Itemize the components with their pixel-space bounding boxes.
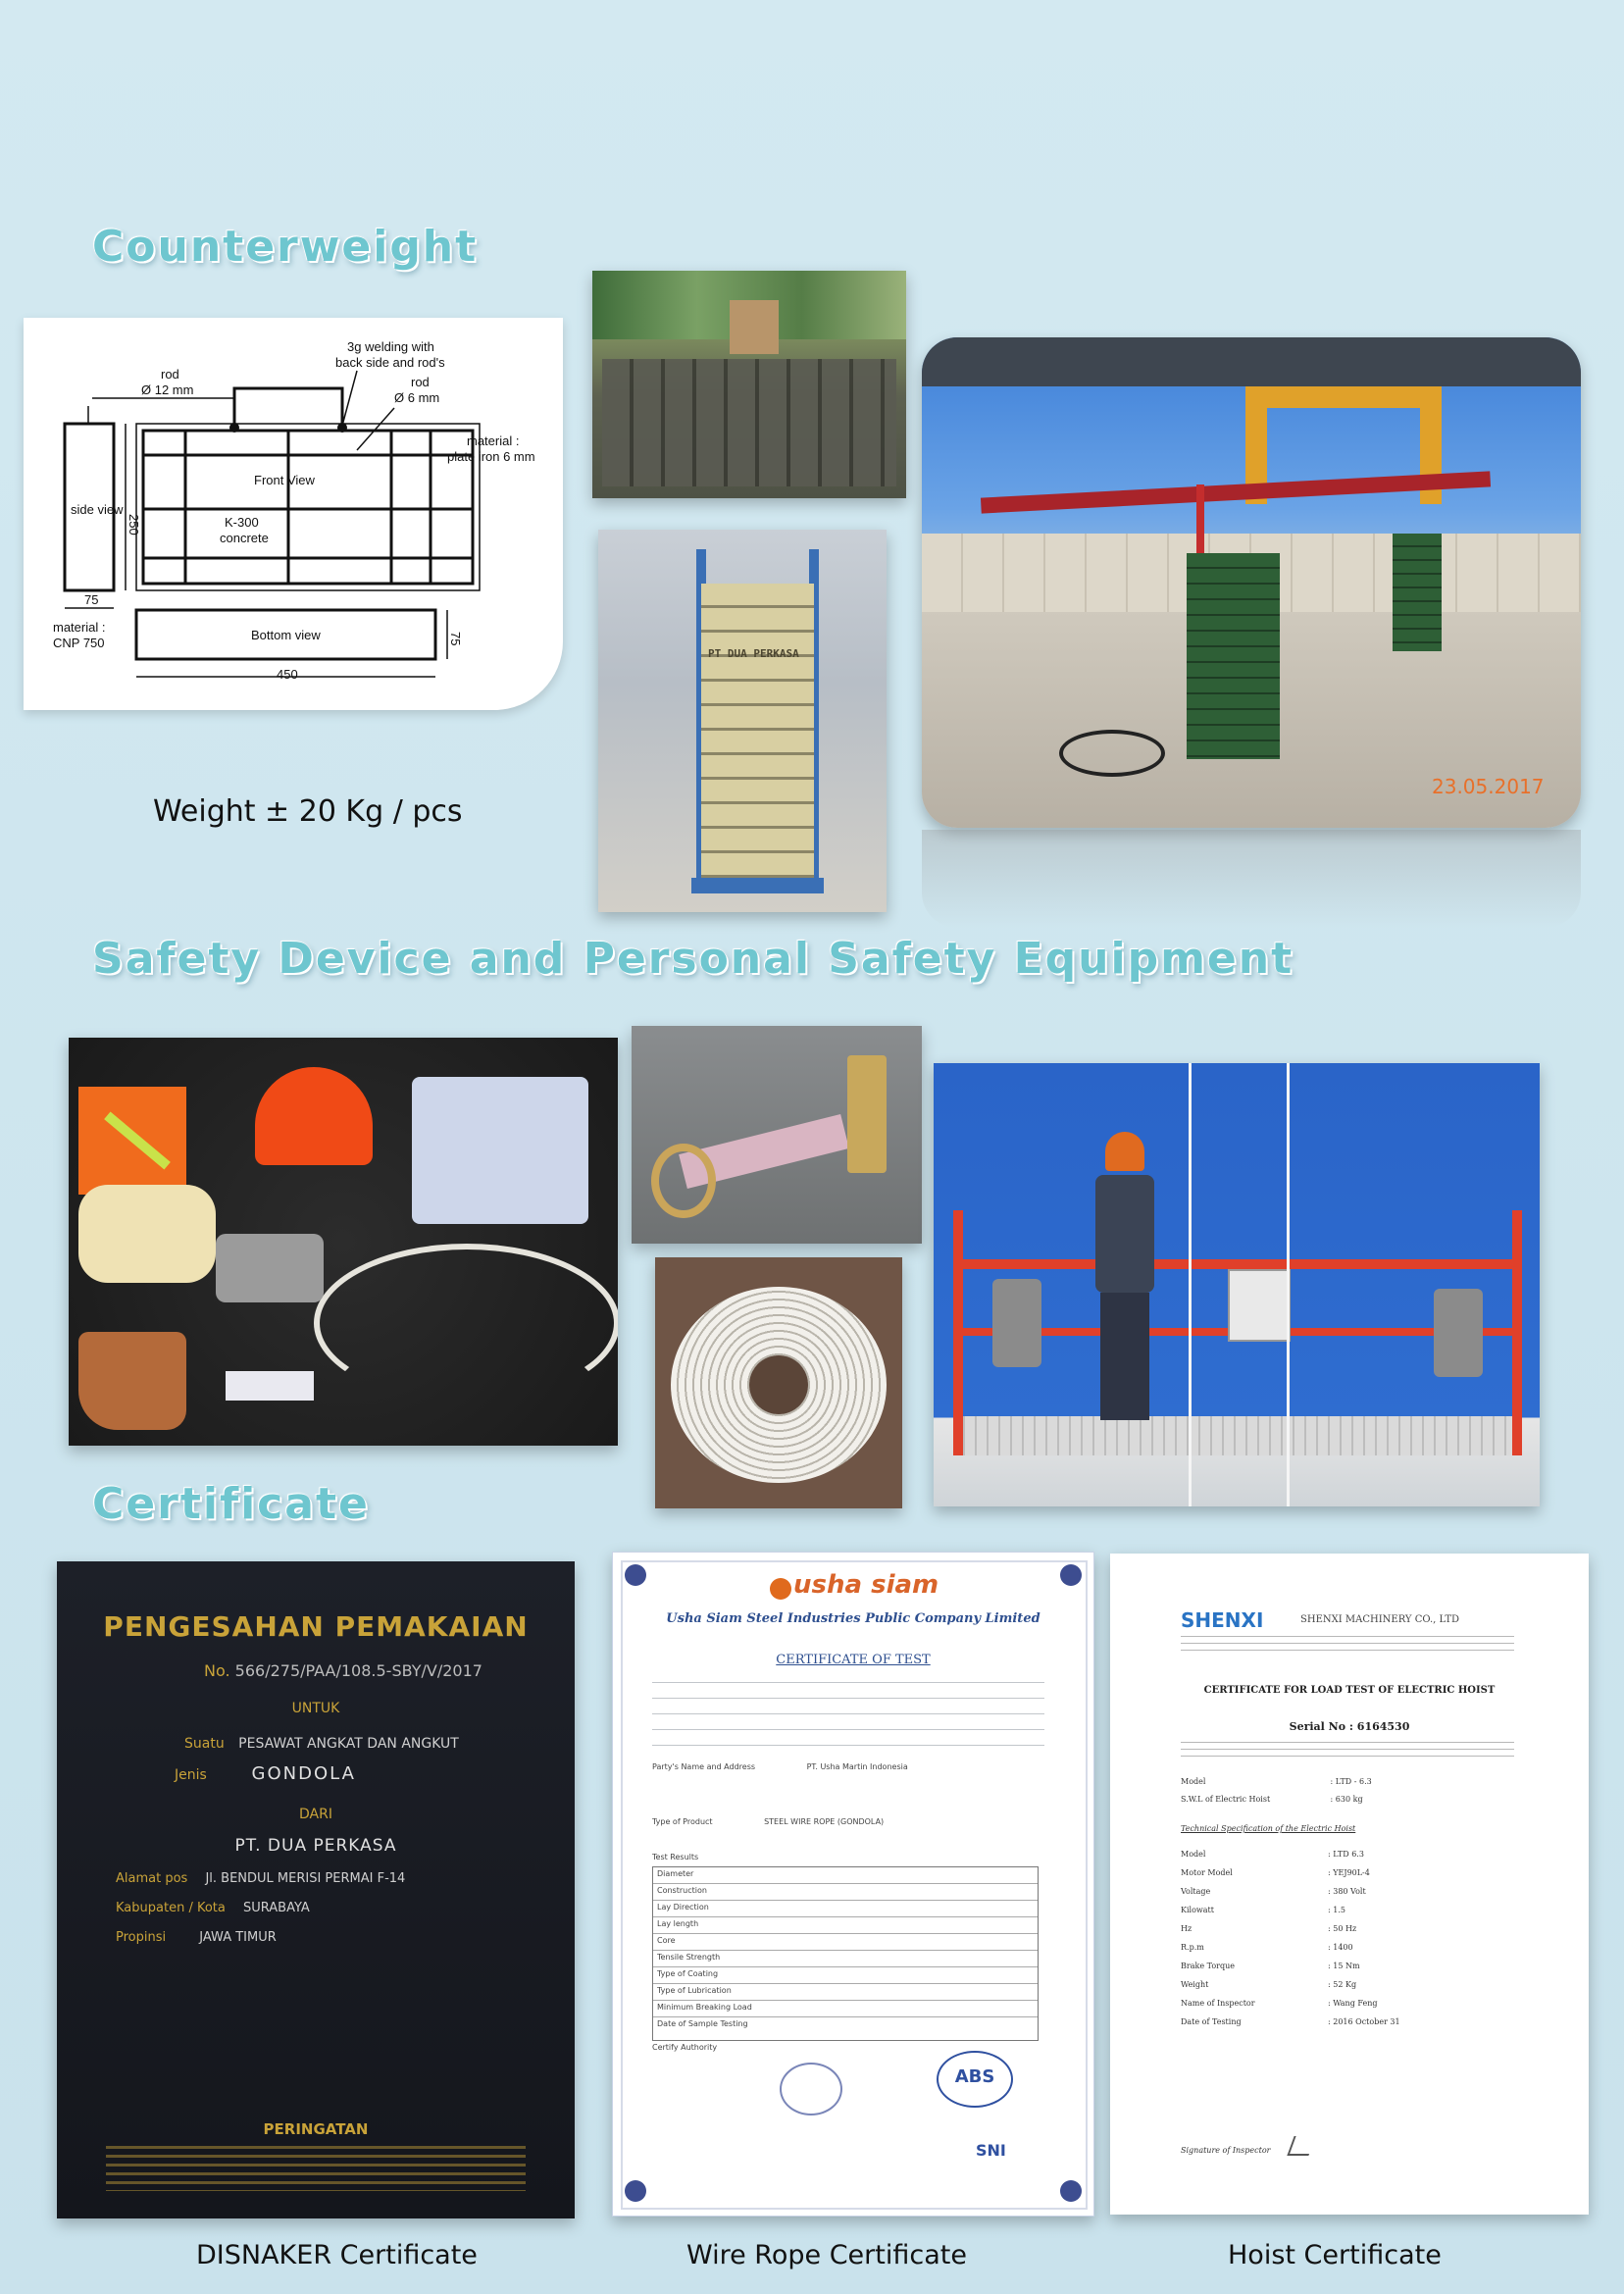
hoist-spec-label: Brake Torque	[1181, 1962, 1235, 1970]
disnaker-footer-title: PERINGATAN	[263, 2120, 369, 2138]
disnaker-kota-label: Kabupaten / Kota	[116, 1901, 226, 1915]
counterweight-warehouse-photo	[592, 271, 906, 498]
diagram-side-view: side view	[71, 502, 124, 517]
wire-rope-stamp	[780, 2063, 842, 2116]
disnaker-jenis-label: Jenis	[175, 1767, 207, 1783]
wire-rope-party-label: Party's Name and Address	[652, 1762, 756, 1771]
hoist-spec-row	[1181, 1850, 1514, 1868]
diagram-concrete-1: K-300	[225, 515, 259, 530]
harness-bag	[412, 1077, 588, 1224]
hoist-spec-value: : LTD 6.3	[1328, 1850, 1364, 1859]
hoist-field-row	[1181, 1777, 1514, 1786]
hoist-spec-value: : 15 Nm	[1328, 1962, 1360, 1970]
disnaker-provinsi-label: Propinsi	[116, 1930, 167, 1945]
disnaker-alamat-value: Jl. BENDUL MERISI PERMAI F-14	[205, 1871, 406, 1886]
disnaker-untuk: UNTUK	[291, 1701, 340, 1716]
hoist-spec-label: Name of Inspector	[1181, 1999, 1255, 2008]
hoist-signature-mark	[1287, 2136, 1315, 2156]
wire-rope-info-block	[652, 1682, 1044, 1751]
diagram-material-plate-2: plate iron 6 mm	[447, 449, 535, 464]
wire-rope-brand-icon	[770, 1578, 791, 1600]
hoist-spec-label: Voltage	[1181, 1887, 1211, 1896]
rope-grab-device	[847, 1055, 887, 1173]
wire-rope-authority-label: Certify Authority	[652, 2043, 718, 2052]
wire-rope-brand: usha siam	[793, 1570, 939, 1600]
disnaker-alamat-label: Alamat pos	[116, 1871, 188, 1886]
hoist-spec-label: Weight	[1181, 1980, 1209, 1989]
hoist-signature-label: Signature of Inspector	[1181, 2146, 1271, 2155]
wire-rope-party-row	[652, 1762, 908, 1771]
rope-coil-photo	[655, 1257, 902, 1508]
counterweight-diagram	[24, 318, 563, 710]
diagram-rod-top-dim: Ø 12 mm	[141, 382, 194, 397]
diagram-welding-1: 3g welding with	[347, 339, 434, 354]
wire-rope-party-value: PT. Usha Martin Indonesia	[806, 1762, 908, 1771]
hoist-company: SHENXI MACHINERY CO., LTD	[1300, 1614, 1460, 1625]
diagram-welding-2: back side and rod's	[335, 355, 445, 370]
rooftop-gondola-photo	[922, 337, 1581, 828]
wire-rope-results-label: Test Results	[652, 1853, 699, 1861]
counterweight-stack-green-2	[1393, 534, 1442, 651]
diagram-rod-side: rod	[411, 375, 430, 389]
hoist-intro	[1181, 1742, 1514, 1758]
platform-post-right	[1512, 1210, 1522, 1455]
hoist-spec-row	[1181, 2017, 1514, 2036]
wire-rope-product-label: Type of Product	[652, 1817, 713, 1826]
hoist-brand: SHENXI	[1181, 1608, 1264, 1632]
disnaker-kota-value: SURABAYA	[243, 1901, 310, 1915]
disnaker-number: 566/275/PAA/108.5-SBY/V/2017	[234, 1661, 482, 1680]
hoist-spec-label: Model	[1181, 1850, 1206, 1859]
hoist-serial: Serial No : 6164530	[1289, 1720, 1410, 1733]
safety-boot	[78, 1332, 186, 1430]
wire-rope-sni-logo: SNI	[976, 2141, 1006, 2160]
platform-post-left	[953, 1210, 963, 1455]
hoist-spec-value: : 2016 October 31	[1328, 2017, 1400, 2026]
hoist-certificate	[1110, 1554, 1589, 2215]
wire-rope-results-row: Construction	[653, 1884, 1038, 1901]
wire-rope-company: Usha Siam Steel Industries Public Company Limited	[666, 1611, 1040, 1626]
cable-coil	[1059, 730, 1165, 777]
wire-rope-results-row: Diameter	[653, 1867, 1038, 1884]
diagram-svg	[24, 318, 563, 710]
diagram-material-cnp-1: material :	[53, 620, 106, 635]
hoist-motor-left	[992, 1279, 1041, 1367]
disnaker-suatu-value: PESAWAT ANGKAT DAN ANGKUT	[238, 1736, 459, 1752]
wire-rope-certificate	[612, 1552, 1094, 2217]
disnaker-suatu-row	[184, 1736, 459, 1752]
wire-rope-abs-text: ABS	[954, 2066, 995, 2087]
counterweight-stack-photo	[598, 530, 887, 912]
stack-base	[691, 878, 824, 893]
hoist-spec-label: Kilowatt	[1181, 1906, 1214, 1914]
diagram-material-plate-1: material :	[467, 433, 520, 448]
wire-rope-results-row: Tensile Strength	[653, 1951, 1038, 1967]
gondola-platform-photo	[934, 1063, 1540, 1506]
wire-rope-product-value: STEEL WIRE ROPE (GONDOLA)	[764, 1817, 885, 1826]
wire-rope-results-row: Lay Direction	[653, 1901, 1038, 1917]
disnaker-company: PT. DUA PERKASA	[234, 1836, 397, 1856]
wire-rope-line-2	[1287, 1063, 1290, 1506]
hoist-spec-row	[1181, 1980, 1514, 1999]
hoist-field-value: : 630 kg	[1330, 1795, 1363, 1804]
diagram-width-dim: 450	[277, 667, 298, 682]
hoist-spec-row	[1181, 1924, 1514, 1943]
platform-rail-top	[953, 1259, 1522, 1269]
wire-rope-results-row: Lay length	[653, 1917, 1038, 1934]
wire-rope-ornament-tl	[625, 1564, 646, 1586]
stack-label: PT DUA PERKASA	[708, 647, 799, 660]
hoist-spec-list	[1181, 1850, 1514, 2036]
diagram-dim-75: 75	[84, 592, 99, 607]
worker	[1095, 1132, 1154, 1426]
warehouse-crate	[730, 300, 779, 354]
rope-grab-photo	[632, 1026, 922, 1244]
wire-rope-caption: Wire Rope Certificate	[686, 2240, 967, 2270]
wire-rope-ornament-bl	[625, 2180, 646, 2202]
disnaker-kota-row	[116, 1901, 310, 1915]
wire-rope-results-table	[652, 1866, 1039, 2041]
wire-rope-results-row: Type of Lubrication	[653, 1984, 1038, 2001]
disnaker-certificate	[57, 1561, 575, 2218]
rooftop-photo-reflection	[922, 830, 1581, 928]
diagram-dim-75b: 75	[448, 632, 463, 646]
wire-rope-ornament-tr	[1060, 1564, 1082, 1586]
platform-floor	[953, 1416, 1522, 1455]
wire-rope-title: CERTIFICATE OF TEST	[776, 1653, 931, 1667]
hoist-field-label: S.W.L of Electric Hoist	[1181, 1795, 1271, 1804]
hoist-spec-title: Technical Specification of the Electric Hoist	[1181, 1824, 1356, 1833]
hoist-spec-label: Date of Testing	[1181, 2017, 1242, 2026]
hoist-spec-value: : 52 Kg	[1328, 1980, 1357, 1989]
disnaker-provinsi-value: JAWA TIMUR	[199, 1930, 277, 1945]
disnaker-caption: DISNAKER Certificate	[196, 2240, 478, 2270]
hoist-spec-row	[1181, 1943, 1514, 1962]
hoist-spec-row	[1181, 1962, 1514, 1980]
disnaker-title: PENGESAHAN PEMAKAIAN	[103, 1610, 529, 1643]
counterweight-stack-green	[1187, 553, 1280, 759]
hoist-spec-value: : YEJ90L-4	[1328, 1868, 1370, 1877]
hoist-spec-value: : 50 Hz	[1328, 1924, 1357, 1933]
lanyard-rope	[314, 1244, 618, 1402]
wire-rope-results-row: Date of Sample Testing	[657, 2019, 748, 2028]
wire-rope-ornament-br	[1060, 2180, 1082, 2202]
hoist-spec-label: Hz	[1181, 1924, 1193, 1933]
rope-coil-center	[749, 1355, 808, 1414]
diagram-rod-top: rod	[161, 367, 179, 382]
hoist-address	[1181, 1636, 1514, 1652]
section-heading-certificate: Certificate	[92, 1479, 370, 1529]
stack-blocks	[701, 584, 814, 888]
control-box	[1228, 1269, 1291, 1342]
disnaker-alamat-row	[116, 1871, 405, 1886]
ppe-photo	[69, 1038, 618, 1446]
hoist-spec-row	[1181, 1906, 1514, 1924]
wire-rope-line	[1189, 1063, 1192, 1506]
disnaker-dari: DARI	[299, 1807, 332, 1822]
roof-canopy	[922, 337, 1581, 386]
hoist-field-row	[1181, 1795, 1514, 1804]
shock-absorber	[226, 1371, 314, 1401]
disnaker-provinsi-row	[116, 1930, 277, 1945]
hoist-field-label: Model	[1181, 1777, 1206, 1786]
disnaker-footer-text	[106, 2146, 526, 2191]
hoist-spec-value: : 380 Volt	[1328, 1887, 1366, 1896]
hoist-spec-value: : Wang Feng	[1328, 1999, 1378, 2008]
hoist-motor-right	[1434, 1289, 1483, 1377]
wire-rope-abs-seal	[937, 2051, 1013, 2108]
warehouse-blocks	[602, 359, 896, 486]
hoist-spec-row	[1181, 1868, 1514, 1887]
disnaker-suatu-label: Suatu	[184, 1736, 225, 1752]
disnaker-jenis-value: GONDOLA	[251, 1763, 356, 1784]
diagram-rod-side-dim: Ø 6 mm	[394, 390, 440, 405]
hoist-spec-row	[1181, 1887, 1514, 1906]
carabiner	[651, 1144, 716, 1218]
section-heading-counterweight: Counterweight	[92, 222, 479, 272]
hoist-spec-value: : 1.5	[1328, 1906, 1345, 1914]
hoist-spec-value: : 1400	[1328, 1943, 1353, 1952]
hoist-caption: Hoist Certificate	[1228, 2240, 1442, 2270]
photo-date-stamp: 23.05.2017	[1432, 775, 1545, 798]
wire-rope-results-row: Minimum Breaking Load	[653, 2001, 1038, 2017]
hoist-spec-row	[1181, 1999, 1514, 2017]
counterweight-weight-caption: Weight ± 20 Kg / pcs	[153, 794, 463, 829]
wire-rope-results-row: Core	[653, 1934, 1038, 1951]
diagram-bottom-view: Bottom view	[251, 628, 321, 642]
rope-grab	[216, 1234, 324, 1302]
diagram-height-dim: 250	[127, 514, 141, 535]
hoist-field-value: : LTD - 6.3	[1330, 1777, 1372, 1786]
safety-gloves	[78, 1185, 216, 1283]
hoist-spec-label: Motor Model	[1181, 1868, 1233, 1877]
section-heading-safety: Safety Device and Personal Safety Equipment	[92, 934, 1294, 984]
hoist-title: CERTIFICATE FOR LOAD TEST OF ELECTRIC HOIST	[1203, 1685, 1496, 1696]
wire-rope-product-row	[652, 1817, 884, 1826]
disnaker-jenis-row	[175, 1763, 356, 1784]
safety-helmet	[255, 1067, 373, 1165]
wire-rope-results-row: Type of Coating	[653, 1967, 1038, 1984]
diagram-concrete-2: concrete	[220, 531, 269, 545]
diagram-front-view: Front View	[254, 473, 315, 487]
hoist-spec-label: R.p.m	[1181, 1943, 1204, 1952]
disnaker-number-row	[204, 1661, 482, 1680]
diagram-material-cnp-2: CNP 750	[53, 636, 105, 650]
disnaker-number-label: No.	[204, 1661, 230, 1680]
